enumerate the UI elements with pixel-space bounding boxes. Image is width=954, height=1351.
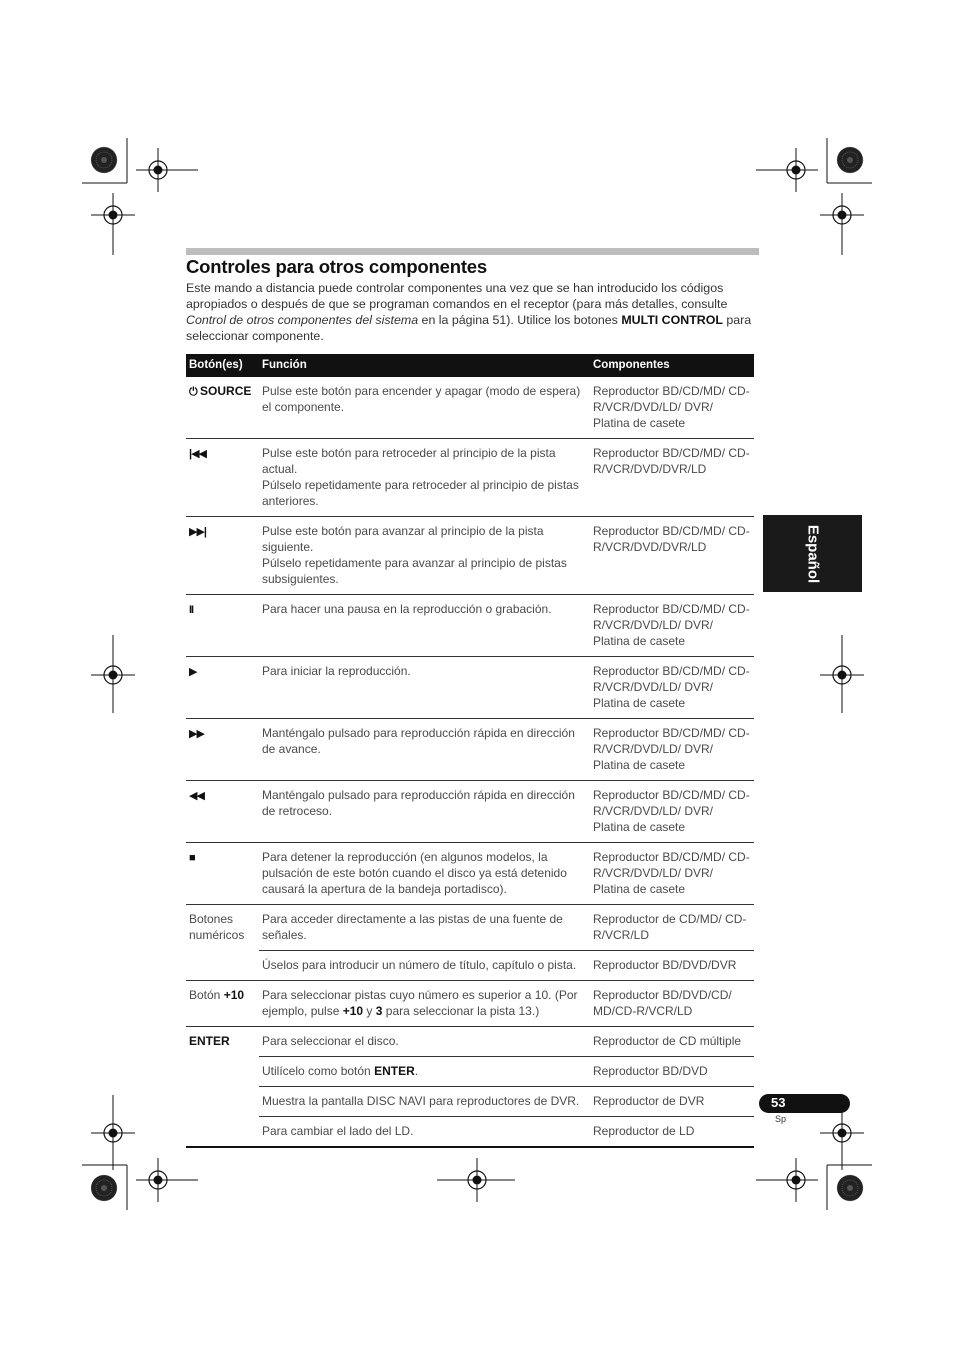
table-row bbox=[186, 377, 754, 439]
components-cell: Reproductor BD/CD/MD/ CD-R/VCR/DVD/DVR/LD bbox=[590, 517, 754, 595]
section-title: Controles para otros componentes bbox=[186, 256, 487, 277]
button-cell bbox=[186, 843, 259, 905]
function-cell: Muestra la pantalla DISC NAVI para reproductores de DVR. bbox=[259, 1087, 590, 1117]
components-cell: Reproductor BD/CD/MD/ CD-R/VCR/DVD/LD/ DVR/ Platina de casete bbox=[590, 377, 754, 439]
button-cell bbox=[186, 377, 259, 439]
components-cell: Reproductor BD/DVD/CD/ MD/CD-R/VCR/LD bbox=[590, 981, 754, 1027]
section-rule bbox=[186, 248, 759, 255]
function-text: Púlselo repetidamente para avanzar al principio de pistas subsiguientes. bbox=[262, 556, 567, 586]
button-cell bbox=[186, 657, 259, 719]
components-cell: Reproductor BD/CD/MD/ CD-R/VCR/DVD/LD/ DVR/ Platina de casete bbox=[590, 719, 754, 781]
pause-icon: II bbox=[189, 604, 194, 616]
components-cell: Reproductor BD/DVD/DVR bbox=[590, 951, 754, 981]
table-row bbox=[186, 1057, 754, 1087]
components-cell: Reproductor de LD bbox=[590, 1117, 754, 1148]
table-row bbox=[186, 981, 754, 1027]
intro-reference: Control de otros componentes del sistema bbox=[186, 313, 419, 327]
skip-forward-icon: ▶▶| bbox=[189, 526, 206, 538]
table-row bbox=[186, 595, 754, 657]
function-cell: Pulse este botón para encender y apagar (modo de espera) el componente. bbox=[259, 377, 590, 439]
fast-forward-icon: ▶▶ bbox=[189, 728, 204, 740]
button-label: SOURCE bbox=[200, 384, 252, 398]
button-cell: Botones numéricos bbox=[186, 905, 259, 981]
function-cell: Manténgalo pulsado para reproducción rápida en dirección de avance. bbox=[259, 719, 590, 781]
intro-paragraph bbox=[186, 280, 760, 344]
header-buttons: Botón(es) bbox=[186, 354, 259, 377]
table-row bbox=[186, 439, 754, 517]
page-language-code: Sp bbox=[775, 1114, 787, 1124]
function-button-name: 3 bbox=[375, 1004, 383, 1018]
table-row bbox=[186, 843, 754, 905]
intro-text: en la página 51). Utilice los botones bbox=[418, 313, 622, 327]
table-row bbox=[186, 1117, 754, 1148]
function-text: Pulse este botón para avanzar al principio de la pista siguiente. bbox=[262, 524, 544, 554]
table-row bbox=[186, 1087, 754, 1117]
intro-button-name: MULTI CONTROL bbox=[621, 313, 723, 327]
page-number: 53 bbox=[771, 1095, 786, 1110]
components-cell: Reproductor de CD/MD/ CD-R/VCR/LD bbox=[590, 905, 754, 951]
header-components: Componentes bbox=[590, 354, 754, 377]
header-function: Función bbox=[259, 354, 590, 377]
button-label: +10 bbox=[223, 988, 245, 1002]
table-row bbox=[186, 517, 754, 595]
components-cell: Reproductor BD/CD/MD/ CD-R/VCR/DVD/DVR/LD bbox=[590, 439, 754, 517]
function-text: Pulse este botón para retroceder al principio de la pista actual. bbox=[262, 446, 556, 476]
button-cell bbox=[186, 781, 259, 843]
table-row bbox=[186, 657, 754, 719]
function-text: Utilícelo como botón bbox=[262, 1064, 375, 1078]
page-number-badge bbox=[759, 1094, 850, 1113]
function-cell: Para acceder directamente a las pistas de una fuente de señales. bbox=[259, 905, 590, 951]
play-icon: ▶ bbox=[189, 666, 197, 678]
intro-text: Este mando a distancia puede controlar componentes una vez que se han introducido los códigos apropiados o después de que se programan comandos en el receptor (para más detalles, consulte bbox=[186, 281, 728, 311]
rewind-icon: ◀◀ bbox=[189, 790, 204, 802]
components-cell: Reproductor BD/CD/MD/ CD-R/VCR/DVD/LD/ DVR/ Platina de casete bbox=[590, 843, 754, 905]
button-prefix: Botón bbox=[189, 988, 224, 1002]
table-row bbox=[186, 719, 754, 781]
components-cell: Reproductor BD/CD/MD/ CD-R/VCR/DVD/LD/ DVR/ Platina de casete bbox=[590, 657, 754, 719]
table-row bbox=[186, 1027, 754, 1057]
function-text: . bbox=[414, 1064, 419, 1078]
power-icon: ⏻ bbox=[189, 386, 197, 398]
function-cell bbox=[259, 439, 590, 517]
function-button-name: +10 bbox=[342, 1004, 364, 1018]
function-text: Para seleccionar pistas cuyo número es superior a 10. (Por ejemplo, pulse bbox=[262, 988, 578, 1018]
components-cell: Reproductor BD/DVD bbox=[590, 1057, 754, 1087]
button-cell bbox=[186, 517, 259, 595]
function-cell bbox=[259, 1057, 590, 1087]
components-cell: Reproductor BD/CD/MD/ CD-R/VCR/DVD/LD/ DVR/ Platina de casete bbox=[590, 781, 754, 843]
function-cell bbox=[259, 517, 590, 595]
function-button-name: ENTER bbox=[374, 1064, 415, 1078]
language-tab-label: Español bbox=[804, 524, 821, 583]
table-row bbox=[186, 781, 754, 843]
function-cell: Para cambiar el lado del LD. bbox=[259, 1117, 590, 1148]
function-cell bbox=[259, 981, 590, 1027]
components-cell: Reproductor de CD múltiple bbox=[590, 1027, 754, 1057]
function-cell: Para iniciar la reproducción. bbox=[259, 657, 590, 719]
function-text: y bbox=[363, 1004, 376, 1018]
function-cell: Para seleccionar el disco. bbox=[259, 1027, 590, 1057]
table-header-row bbox=[186, 354, 754, 377]
stop-icon: ■ bbox=[189, 852, 195, 864]
components-cell: Reproductor de DVR bbox=[590, 1087, 754, 1117]
button-cell bbox=[186, 719, 259, 781]
function-text: Púlselo repetidamente para retroceder al principio de pistas anteriores. bbox=[262, 478, 579, 508]
components-cell: Reproductor BD/CD/MD/ CD-R/VCR/DVD/LD/ DVR/ Platina de casete bbox=[590, 595, 754, 657]
table-row bbox=[186, 951, 754, 981]
function-cell: Para detener la reproducción (en algunos modelos, la pulsación de este botón cuando el disco ya está detenido causará la apertura de la bandeja portadisco). bbox=[259, 843, 590, 905]
function-cell: Úselos para introducir un número de título, capítulo o pista. bbox=[259, 951, 590, 981]
language-tab bbox=[763, 515, 862, 592]
button-cell bbox=[186, 439, 259, 517]
function-text: para seleccionar la pista 13.) bbox=[382, 1004, 540, 1018]
intro-text: para seleccionar componente. bbox=[186, 313, 752, 343]
button-cell bbox=[186, 595, 259, 657]
function-cell: Manténgalo pulsado para reproducción rápida en dirección de retroceso. bbox=[259, 781, 590, 843]
skip-back-icon: |◀◀ bbox=[189, 448, 206, 460]
function-cell: Para hacer una pausa en la reproducción o grabación. bbox=[259, 595, 590, 657]
controls-table bbox=[186, 354, 754, 1148]
table-row bbox=[186, 905, 754, 951]
button-cell bbox=[186, 981, 259, 1027]
button-cell: ENTER bbox=[186, 1027, 259, 1148]
